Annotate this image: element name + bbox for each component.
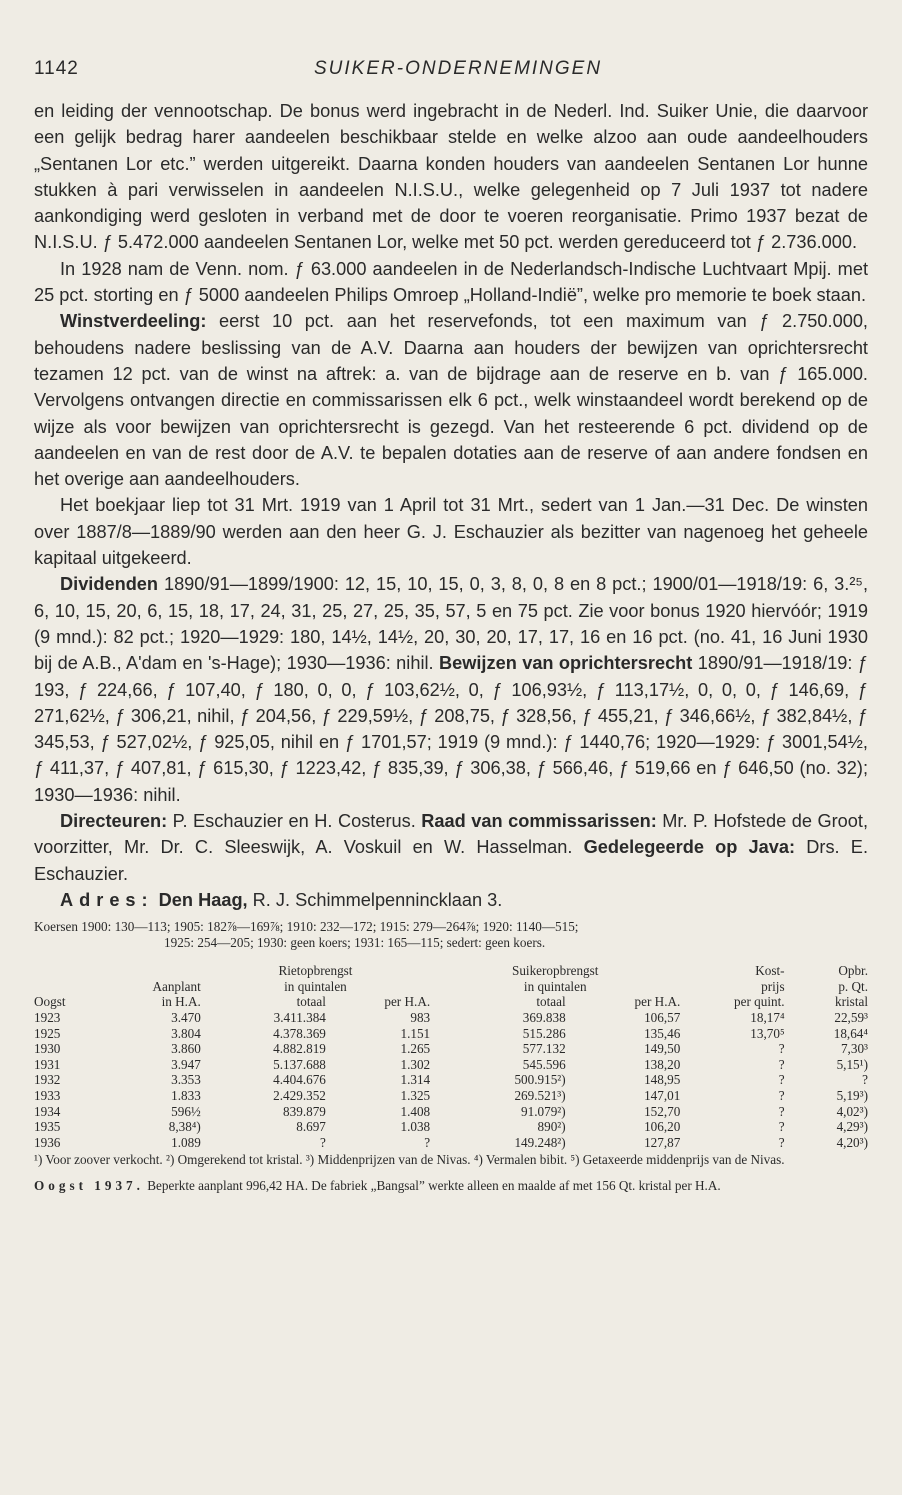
label-commissarissen: Raad van commissarissen: — [421, 811, 657, 832]
cell-riet-per-ha: 983 — [410, 1009, 431, 1025]
cell-oogst: 1935 — [34, 1119, 61, 1135]
cell-aanplant: 3.470 — [171, 1009, 201, 1025]
cell-opbrengst: 4,20³) — [836, 1134, 868, 1150]
col-header-riet-per-ha: per H.A. — [384, 994, 431, 1010]
col-header-riet-totaal: totaal — [296, 994, 326, 1010]
cell-aanplant: 3.353 — [171, 1072, 201, 1088]
cell-riet-totaal: 4.882.819 — [273, 1041, 326, 1057]
paragraph-directie — [34, 808, 868, 887]
cell-riet-totaal: ? — [320, 1134, 326, 1150]
oogst-1937-note — [34, 1178, 868, 1194]
table-row — [34, 1104, 868, 1120]
cell-riet-per-ha: 1.325 — [400, 1087, 431, 1103]
label-adres: Adres: — [60, 889, 154, 910]
cell-riet-per-ha: ? — [424, 1134, 431, 1150]
cell-aanplant: 3.804 — [171, 1025, 201, 1041]
label-winstverdeeling: Winstverdeeling: — [60, 311, 207, 332]
label-directeuren: Directeuren: — [60, 811, 168, 832]
label-dividenden: Dividenden — [60, 574, 159, 595]
cell-suiker-totaal: 91.079²) — [521, 1103, 566, 1119]
cell-aanplant: 1.089 — [171, 1134, 201, 1150]
cell-aanplant: 3.947 — [171, 1056, 201, 1072]
cell-kostprijs: ? — [778, 1041, 785, 1057]
table-subheader-row — [34, 979, 868, 995]
cell-suiker-per-ha: 106,20 — [644, 1119, 681, 1135]
cell-oogst: 1932 — [34, 1072, 61, 1088]
cell-riet-per-ha: 1.314 — [400, 1072, 431, 1088]
harvest-table — [34, 963, 868, 1150]
cell-oogst: 1923 — [34, 1009, 61, 1025]
paragraph-adres — [34, 887, 868, 913]
cell-opbrengst: 22,59³ — [834, 1009, 868, 1025]
cell-opbrengst: 7,30³ — [840, 1041, 868, 1057]
cell-suiker-per-ha: 106,57 — [644, 1009, 681, 1025]
label-oprichtersrecht: Bewijzen van oprichtersrecht — [438, 653, 693, 674]
table-row — [34, 1088, 868, 1104]
label-gedelegeerde: Gedelegeerde op Java: — [583, 837, 796, 858]
adres-city: Den Haag, — [153, 889, 248, 910]
cell-kostprijs: 18,17⁴ — [750, 1009, 785, 1025]
text-gedelegeerde: Drs. E. Eschauzier. — [34, 837, 868, 884]
col-header-opbr-3: kristal — [835, 994, 868, 1010]
cell-suiker-totaal: 545.596 — [522, 1056, 566, 1072]
cell-riet-per-ha: 1.302 — [400, 1056, 431, 1072]
cell-kostprijs: 13,70⁵ — [750, 1025, 785, 1041]
table-header-row — [34, 994, 868, 1010]
cell-riet-totaal: 2.429.352 — [273, 1087, 326, 1103]
cell-opbrengst: 4,02³) — [836, 1103, 868, 1119]
cell-oogst: 1934 — [34, 1103, 61, 1119]
cell-kostprijs: ? — [778, 1072, 785, 1088]
cell-riet-totaal: 3.411.384 — [273, 1009, 326, 1025]
cell-suiker-per-ha: 152,70 — [644, 1103, 681, 1119]
page-number: 1142 — [34, 58, 79, 79]
cell-aanplant: 1.833 — [171, 1087, 201, 1103]
text-dividenden: 1890/91—1899/1900: 12, 15, 10, 15, 0, 3, 8, 0, 8 en 8 pct.; 1900/01—1918/19: 6, 3.²⁵, 6, 10, 15, 20, 6, 15, 18, 17, 24, 31, 25, 27, 25, 35, 57, 5 en 75 pct. Zie voor bonus 1920 hiervóór; 1919 (9 mnd.): 82 pct.; 1920—1929: 180, 14½, 14½, 20, 30, 20, 17, 17, 16 en 16 pct. (no. 41, 16 Juni 1930 bij de A.B., A'dam en 's-Hage); 1930—1936: nihil. — [34, 574, 868, 674]
table-row — [34, 1135, 868, 1151]
oogst-1937-text: Beperkte aanplant 996,42 HA. De fabriek „Bangsal” werkte alleen en maalde af met 156 Qt. kristal per H.A. — [143, 1178, 721, 1194]
cell-riet-per-ha: 1.265 — [400, 1041, 431, 1057]
text-winstverdeeling: eerst 10 pct. aan het reservefonds, tot een maximum van ƒ 2.750.000, behoudens nadere beslissing van de A.V. Daarna aan houders der bewijzen van oprichtersrecht tezamen 12 pct. van de winst na aftrek: a. van de bijdrage aan de reserve en b. van ƒ 165.000. Vervolgens ontvangen directie en commissarissen elk 6 pct., welk winstaandeel wordt berekend op de wijze als voor bewijzen van oprichtersrecht is gezegd. Van het resteerende 6 pct. dividend op de aandeelen en van de rest door de A.V. te bepalen dotaties aan de reserve of aan andere fondsen en het overige aan aandeelhouders. — [34, 311, 868, 490]
page-header — [34, 58, 868, 98]
cell-opbrengst: ? — [862, 1072, 868, 1088]
col-header-suiker-totaal: totaal — [536, 994, 566, 1010]
adres-street: R. J. Schimmelpennincklaan 3. — [247, 889, 503, 910]
cell-kostprijs: ? — [778, 1087, 785, 1103]
cell-opbrengst: 5,19³) — [836, 1087, 868, 1103]
cell-kostprijs: ? — [778, 1119, 785, 1135]
cell-opbrengst: 18,64⁴ — [833, 1025, 868, 1041]
text-commissarissen: Mr. P. Hofstede de Groot, voorzitter, Mr. Dr. C. Sleeswijk, A. Voskuil en W. Hasselman. — [34, 811, 869, 858]
col-header-kost-1: Kost- — [755, 963, 785, 979]
koersen-block — [34, 919, 868, 951]
group-header-suiker: Suikeropbrengst — [512, 963, 599, 979]
cell-suiker-per-ha: 149,50 — [644, 1041, 681, 1057]
cell-suiker-per-ha: 148,95 — [644, 1072, 681, 1088]
col-header-kost-2: prijs — [761, 978, 785, 994]
cell-aanplant: 8,38⁴) — [168, 1119, 201, 1135]
col-header-oogst: Oogst — [34, 994, 66, 1010]
table-row — [34, 1041, 868, 1057]
cell-opbrengst: 5,15¹) — [836, 1056, 868, 1072]
paragraph-winstverdeeling — [34, 308, 868, 492]
cell-suiker-totaal: 369.838 — [522, 1009, 566, 1025]
text-oprichtersrecht: 1890/91—1918/19: ƒ 193, ƒ 224,66, ƒ 107,40, ƒ 180, 0, 0, ƒ 103,62½, 0, ƒ 106,93½, ƒ 113,17½, 0, 0, 0, ƒ 146,69, ƒ 271,62½, ƒ 306,21, nihil, ƒ 204,56, ƒ 229,59½, ƒ 208,75, ƒ 328,56, ƒ 455,21, ƒ 346,66½, ƒ 382,84½, ƒ 345,53, ƒ 527,02½, ƒ 925,05, nihil en ƒ 1701,57; 1919 (9 mnd.): ƒ 1440,76; 1920—1929: ƒ 3001,54½, ƒ 411,37, ƒ 407,81, ƒ 615,30, ƒ 1223,42, ƒ 835,39, ƒ 306,38, ƒ 566,46, ƒ 519,66 en ƒ 646,50 (no. 32); 1930—1936: nihil. — [34, 653, 868, 805]
cell-riet-totaal: 5.137.688 — [273, 1056, 326, 1072]
cell-oogst: 1936 — [34, 1134, 61, 1150]
paragraph-bonus: en leiding der vennootschap. De bonus werd ingebracht in de Nederl. Ind. Suiker Unie, die daarvoor een gelijk bedrag harer aandeelen beschikbaar stelde en welke alzoo aan oude aandeelhouders „Sentanen Lor etc.” werden uitgereikt. Daarna konden houders van aandeelen Sentanen Lor hunne stukken à pari verwisselen in aandeelen N.I.S.U., welke gelegenheid op 7 Juli 1937 tot nadere aankondiging werd gesloten in verband met de door te voeren reorganisatie. Primo 1937 bezat de N.I.S.U. ƒ 5.472.000 aandeelen Sentanen Lor, welke met 50 pct. werden gereduceerd tot ƒ 2.736.000. — [34, 101, 868, 253]
cell-aanplant: 3.860 — [171, 1041, 201, 1057]
cell-oogst: 1933 — [34, 1087, 61, 1103]
cell-riet-totaal: 4.378.369 — [273, 1025, 326, 1041]
col-header-kost-3: per quint. — [734, 994, 785, 1010]
table-footnotes: ¹) Voor zoover verkocht. ²) Omgerekend tot kristal. ³) Middenprijzen van de Nivas. ⁴) Vermalen bibit. ⁵) Getaxeerde middenprijs van de Nivas. — [34, 1152, 785, 1168]
cell-aanplant: 596½ — [171, 1103, 201, 1119]
koersen-line-1: Koersen 1900: 130—113; 1905: 182⅞—169⅞; 1910: 232—172; 1915: 279—264⅞; 1920: 1140—515; — [34, 919, 579, 935]
cell-suiker-totaal: 577.132 — [522, 1041, 566, 1057]
cell-suiker-per-ha: 147,01 — [644, 1087, 681, 1103]
col-header-aanplant-2: in H.A. — [161, 994, 201, 1010]
koersen-line-2: 1925: 254—205; 1930: geen koers; 1931: 165—115; sedert: geen koers. — [164, 935, 546, 951]
group-subheader-suiker: in quintalen — [523, 978, 587, 994]
cell-kostprijs: ? — [778, 1134, 785, 1150]
body-text — [34, 98, 868, 913]
cell-riet-per-ha: 1.151 — [400, 1025, 431, 1041]
cell-suiker-totaal: 149.248²) — [514, 1134, 566, 1150]
paragraph-luchtvaart: In 1928 nam de Venn. nom. ƒ 63.000 aandeelen in de Nederlandsch-Indische Luchtvaart Mpij. met 25 pct. storting en ƒ 5000 aandeelen Philips Omroep „Holland-Indië”, welke pro memorie te boek staan. — [34, 258, 868, 306]
cell-riet-totaal: 4.404.676 — [273, 1072, 326, 1088]
table-row — [34, 1119, 868, 1135]
cell-opbrengst: 4,29³) — [836, 1119, 868, 1135]
oogst-1937-label: Oogst 1937. — [34, 1178, 144, 1194]
cell-kostprijs: ? — [778, 1056, 785, 1072]
table-row — [34, 1010, 868, 1026]
col-header-aanplant-1: Aanplant — [152, 978, 201, 994]
cell-suiker-per-ha: 138,20 — [644, 1056, 681, 1072]
cell-suiker-totaal: 269.521³) — [514, 1087, 566, 1103]
cell-oogst: 1931 — [34, 1056, 61, 1072]
paragraph-dividenden — [34, 571, 868, 808]
cell-oogst: 1930 — [34, 1041, 61, 1057]
cell-suiker-per-ha: 127,87 — [644, 1134, 681, 1150]
cell-suiker-per-ha: 135,46 — [644, 1025, 681, 1041]
table-body — [34, 1010, 868, 1150]
table-group-header-row — [34, 963, 868, 979]
running-title: SUIKER-ONDERNEMINGEN — [314, 58, 603, 79]
cell-riet-per-ha: 1.408 — [400, 1103, 431, 1119]
col-header-suiker-per-ha: per H.A. — [634, 994, 681, 1010]
cell-riet-totaal: 8.697 — [296, 1119, 326, 1135]
cell-suiker-totaal: 515.286 — [522, 1025, 566, 1041]
col-header-opbr-1: Opbr. — [838, 963, 868, 979]
cell-riet-totaal: 839.879 — [283, 1103, 326, 1119]
col-header-opbr-2: p. Qt. — [838, 978, 868, 994]
text-directeuren: P. Eschauzier en H. Costerus. — [167, 811, 422, 832]
cell-oogst: 1925 — [34, 1025, 61, 1041]
cell-suiker-totaal: 500.915²) — [514, 1072, 566, 1088]
cell-suiker-totaal: 890²) — [537, 1119, 566, 1135]
group-subheader-riet: in quintalen — [284, 978, 347, 994]
paragraph-boekjaar: Het boekjaar liep tot 31 Mrt. 1919 van 1 April tot 31 Mrt., sedert van 1 Jan.—31 Dec. De winsten over 1887/8—1889/90 werden aan den heer G. J. Eschauzier als bezitter van nagenoeg het geheele kapitaal uitgekeerd. — [34, 495, 868, 569]
table-row — [34, 1026, 868, 1042]
group-header-riet: Rietopbrengst — [278, 963, 353, 979]
table-row — [34, 1057, 868, 1073]
cell-riet-per-ha: 1.038 — [400, 1119, 431, 1135]
table-row — [34, 1072, 868, 1088]
cell-kostprijs: ? — [778, 1103, 785, 1119]
